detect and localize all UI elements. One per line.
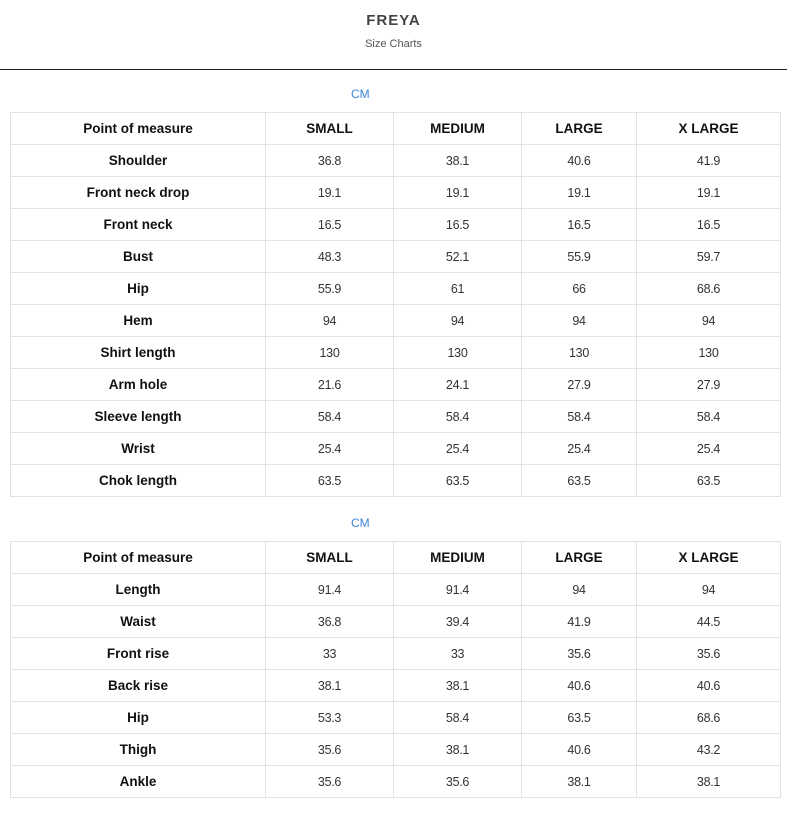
measure-name-cell: Front neck drop [11, 177, 266, 209]
measurement-value-cell: 130 [522, 337, 637, 369]
table-row [11, 574, 781, 606]
measure-name-cell: Back rise [11, 670, 266, 702]
measurement-value-cell: 25.4 [394, 433, 522, 465]
measurement-value-cell: 48.3 [266, 241, 394, 273]
measurement-value-cell: 63.5 [637, 465, 781, 497]
measurement-value-cell: 25.4 [266, 433, 394, 465]
measurement-value-cell: 94 [637, 574, 781, 606]
measurement-value-cell: 16.5 [394, 209, 522, 241]
measure-name-cell: Sleeve length [11, 401, 266, 433]
bottom-size-table [10, 541, 781, 798]
measure-name-cell: Length [11, 574, 266, 606]
table-row [11, 766, 781, 798]
measure-name-cell: Chok length [11, 465, 266, 497]
measurement-value-cell: 40.6 [522, 734, 637, 766]
measurement-value-cell: 44.5 [637, 606, 781, 638]
measurement-value-cell: 33 [266, 638, 394, 670]
measurement-value-cell: 35.6 [394, 766, 522, 798]
measurement-value-cell: 94 [637, 305, 781, 337]
measurement-value-cell: 94 [522, 574, 637, 606]
measurement-value-cell: 39.4 [394, 606, 522, 638]
table-row [11, 273, 781, 305]
measurement-value-cell: 55.9 [522, 241, 637, 273]
measure-name-cell: Hip [11, 702, 266, 734]
table-row [11, 145, 781, 177]
table-row [11, 305, 781, 337]
column-header-size: SMALL [266, 542, 394, 574]
table-row [11, 369, 781, 401]
measurement-value-cell: 130 [394, 337, 522, 369]
measurement-value-cell: 21.6 [266, 369, 394, 401]
column-header-size: SMALL [266, 113, 394, 145]
measurement-value-cell: 38.1 [394, 734, 522, 766]
measurement-value-cell: 91.4 [266, 574, 394, 606]
measurement-value-cell: 130 [266, 337, 394, 369]
measure-name-cell: Arm hole [11, 369, 266, 401]
column-header-measure: Point of measure [11, 113, 266, 145]
measurement-value-cell: 61 [394, 273, 522, 305]
measure-name-cell: Bust [11, 241, 266, 273]
measurement-value-cell: 63.5 [522, 702, 637, 734]
measurement-value-cell: 52.1 [394, 241, 522, 273]
brand-title: FREYA [366, 12, 421, 29]
table-header-row [11, 113, 781, 145]
measurement-value-cell: 27.9 [522, 369, 637, 401]
table-row [11, 177, 781, 209]
measurement-value-cell: 66 [522, 273, 637, 305]
measurement-value-cell: 58.4 [394, 702, 522, 734]
unit-label-bottom: CM [351, 516, 370, 530]
measure-name-cell: Shirt length [11, 337, 266, 369]
measurement-value-cell: 16.5 [522, 209, 637, 241]
table-row [11, 606, 781, 638]
measure-name-cell: Hem [11, 305, 266, 337]
measurement-value-cell: 38.1 [522, 766, 637, 798]
measurement-value-cell: 58.4 [522, 401, 637, 433]
table-header-row [11, 542, 781, 574]
measurement-value-cell: 16.5 [266, 209, 394, 241]
measure-name-cell: Hip [11, 273, 266, 305]
table-row [11, 401, 781, 433]
measurement-value-cell: 58.4 [637, 401, 781, 433]
column-header-size: X LARGE [637, 542, 781, 574]
page-subtitle: Size Charts [365, 38, 422, 50]
measurement-value-cell: 94 [266, 305, 394, 337]
measure-name-cell: Wrist [11, 433, 266, 465]
measurement-value-cell: 35.6 [522, 638, 637, 670]
column-header-size: MEDIUM [394, 113, 522, 145]
measurement-value-cell: 94 [394, 305, 522, 337]
table-row [11, 337, 781, 369]
measurement-value-cell: 27.9 [637, 369, 781, 401]
measurement-value-cell: 36.8 [266, 145, 394, 177]
measurement-value-cell: 38.1 [394, 670, 522, 702]
measure-name-cell: Front rise [11, 638, 266, 670]
measure-name-cell: Shoulder [11, 145, 266, 177]
column-header-size: LARGE [522, 113, 637, 145]
column-header-size: LARGE [522, 542, 637, 574]
measurement-value-cell: 43.2 [637, 734, 781, 766]
table-row [11, 734, 781, 766]
page-header [0, 0, 787, 70]
measurement-value-cell: 68.6 [637, 273, 781, 305]
measurement-value-cell: 63.5 [522, 465, 637, 497]
measurement-value-cell: 58.4 [266, 401, 394, 433]
column-header-size: MEDIUM [394, 542, 522, 574]
measure-name-cell: Ankle [11, 766, 266, 798]
measurement-value-cell: 38.1 [637, 766, 781, 798]
table-row [11, 702, 781, 734]
measurement-value-cell: 53.3 [266, 702, 394, 734]
measurement-value-cell: 19.1 [637, 177, 781, 209]
measurement-value-cell: 19.1 [266, 177, 394, 209]
measurement-value-cell: 40.6 [522, 145, 637, 177]
measurement-value-cell: 41.9 [522, 606, 637, 638]
measurement-value-cell: 38.1 [394, 145, 522, 177]
measurement-value-cell: 35.6 [266, 766, 394, 798]
measurement-value-cell: 68.6 [637, 702, 781, 734]
measurement-value-cell: 36.8 [266, 606, 394, 638]
measurement-value-cell: 55.9 [266, 273, 394, 305]
measurement-value-cell: 16.5 [637, 209, 781, 241]
measurement-value-cell: 94 [522, 305, 637, 337]
table-row [11, 670, 781, 702]
measurement-value-cell: 91.4 [394, 574, 522, 606]
table-row [11, 209, 781, 241]
measurement-value-cell: 130 [637, 337, 781, 369]
column-header-size: X LARGE [637, 113, 781, 145]
top-size-table [10, 112, 781, 497]
measure-name-cell: Waist [11, 606, 266, 638]
table-row [11, 638, 781, 670]
measurement-value-cell: 63.5 [266, 465, 394, 497]
measurement-value-cell: 19.1 [394, 177, 522, 209]
measurement-value-cell: 25.4 [637, 433, 781, 465]
measurement-value-cell: 38.1 [266, 670, 394, 702]
measurement-value-cell: 59.7 [637, 241, 781, 273]
measurement-value-cell: 25.4 [522, 433, 637, 465]
measurement-value-cell: 63.5 [394, 465, 522, 497]
measurement-value-cell: 40.6 [637, 670, 781, 702]
table-row [11, 241, 781, 273]
measurement-value-cell: 19.1 [522, 177, 637, 209]
measurement-value-cell: 40.6 [522, 670, 637, 702]
column-header-measure: Point of measure [11, 542, 266, 574]
measurement-value-cell: 35.6 [266, 734, 394, 766]
measurement-value-cell: 41.9 [637, 145, 781, 177]
measurement-value-cell: 24.1 [394, 369, 522, 401]
measurement-value-cell: 58.4 [394, 401, 522, 433]
measurement-value-cell: 35.6 [637, 638, 781, 670]
table-row [11, 433, 781, 465]
measure-name-cell: Front neck [11, 209, 266, 241]
unit-label-top: CM [351, 87, 370, 101]
measure-name-cell: Thigh [11, 734, 266, 766]
measurement-value-cell: 33 [394, 638, 522, 670]
table-row [11, 465, 781, 497]
